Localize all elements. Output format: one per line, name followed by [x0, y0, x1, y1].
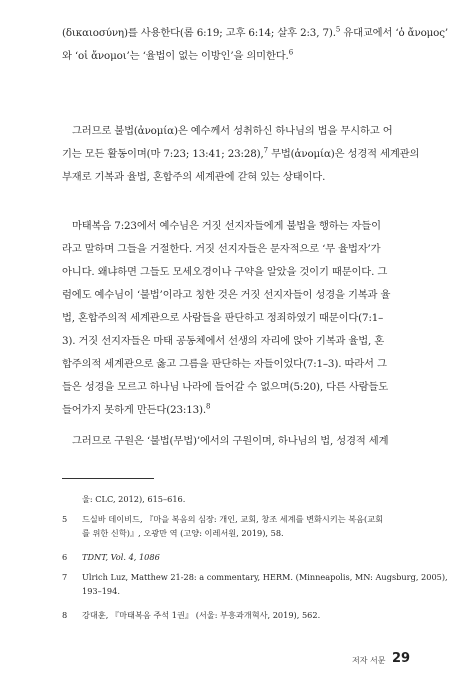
footnote-6: 6 TDNT, Vol. 4, 1086: [62, 552, 160, 562]
running-footer-label: 저자 서문: [352, 656, 386, 665]
text-line: 아니다. 왜냐하면 그들도 모세오경이나 구약을 알았을 것이기 때문이다. 그: [62, 266, 388, 278]
footnote-ref[interactable]: 7: [263, 146, 268, 155]
text-line: 부재로 기복과 율법, 혼합주의 세계관에 갇혀 있는 상태이다.: [62, 171, 326, 183]
text-line: 라고 말하며 그들을 거절한다. 거짓 선지자들은 문자적으로 ‘무 율법자’가: [62, 243, 381, 255]
text-line: 그러므로 구원은 ‘불법(무법)’에서의 구원이며, 하나님의 법, 성경적 세계: [72, 435, 389, 447]
text-line: 기는 모든 활동이며(마 7:23; 13:41; 23:28),$^7$ 무법(ἀνομία)은 성경적 세계관의: [62, 146, 420, 160]
footnote-ref[interactable]: 6: [288, 48, 293, 57]
text-line: 3). 거짓 선지자들은 마태 공동체에서 선생의 자리에 앉아 기복과 율법, 혼: [62, 335, 385, 347]
text-line: 럼에도 예수님이 ‘불법’이라고 칭한 것은 거짓 선지자들이 성경을 기복과 율: [62, 289, 391, 301]
paragraph: [62, 120, 420, 189]
paragraph: [62, 430, 414, 453]
footnote-number: 7: [62, 572, 68, 582]
footnote-divider: [62, 478, 154, 479]
footnote-continued: 울: CLC, 2012), 615–616.: [82, 494, 186, 504]
text-line: (δικαιοσύνη)를 사용한다(롬 6:19; 고후 6:14; 살후 2:3, 7).$^5$ 유대교에서 ‘ὁ ἄνομος’: [62, 25, 448, 39]
footnote-number: 6: [62, 552, 68, 562]
text-line: 들어가지 못하게 만든다(23:13).$^8$: [62, 402, 211, 416]
footnote-8: 8 강대훈, 『마태복음 주석 1권』 (서울: 부흥과개혁사, 2019), 562.: [62, 610, 321, 620]
footnote-5: 5 드실바 데이비드, 『마을 복음의 심장: 개인, 교회, 창조 세계를 변화시키는 복음(교회 를 위한 신학)』, 오광만 역 (고양: 이레서원, 2019), 58.: [62, 514, 384, 538]
text-line: 들은 성경을 모르고 하나님 나라에 들어갈 수 없으며(5:20), 다른 사람들도: [62, 381, 388, 393]
footnote-number: 8: [62, 610, 68, 620]
footnote-ref[interactable]: 5: [335, 25, 341, 34]
paragraph: [62, 215, 414, 422]
text-line: 법, 혼합주의적 세계관으로 사람들을 판단하고 정죄하였기 때문이다(7:1–: [62, 312, 384, 324]
text-line: 합주의적 세계관으로 옳고 그름을 판단하는 자들이었다(7:1–3). 따라서 그: [62, 358, 387, 370]
page-number: 29: [392, 651, 411, 666]
footnote-ref[interactable]: 8: [206, 402, 211, 411]
paragraph-continued: [62, 22, 448, 68]
text-line: 마태복음 7:23에서 예수님은 거짓 선지자들에게 불법을 행하는 자들이: [72, 220, 381, 232]
footnote-7: 7 Ulrich Luz, Matthew 21-28: a commentary, HERM. (Minneapolis, MN: Augsburg, 2005), 193–194.: [62, 572, 448, 596]
text-line: 와 ‘οἱ ἄνομοι’는 ‘율법이 없는 이방인’을 의미한다.$^6$: [62, 48, 293, 62]
text-line: 그러므로 불법(ἀνομία)은 예수께서 성취하신 하나님의 법을 무시하고 어: [72, 125, 393, 137]
footnote-number: 5: [62, 514, 68, 524]
